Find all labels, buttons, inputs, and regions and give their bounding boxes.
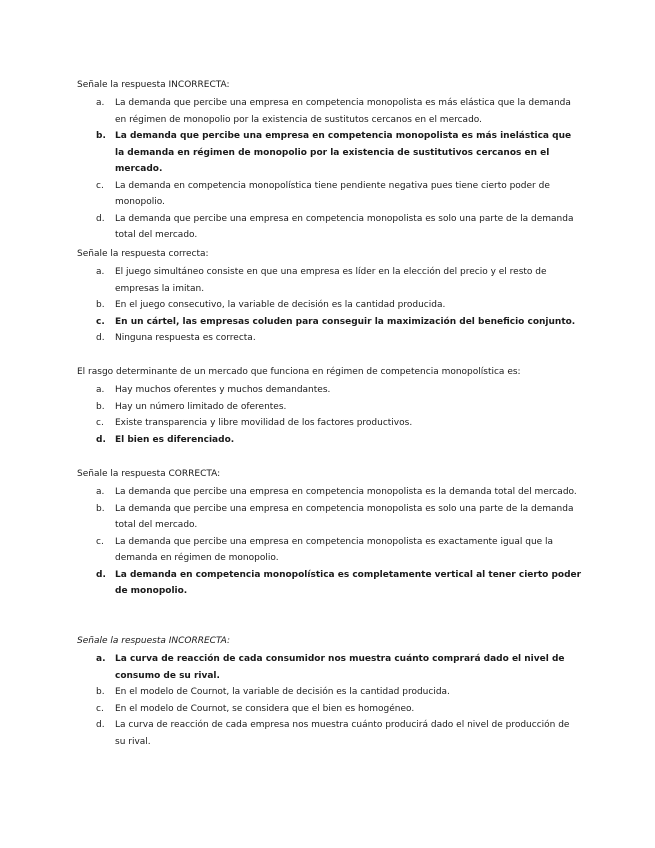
option-text: En el modelo de Cournot, se considera que el bien es homogéneo. (115, 703, 415, 714)
option-c (77, 701, 582, 718)
option-text: En el modelo de Cournot, la variable de decisión es la cantidad producida. (115, 687, 450, 697)
question-4 (77, 467, 582, 600)
option-text: La demanda que percibe una empresa en competencia monopolista es más inelástica que la demanda en régimen de monopolio por la existencia de sustitutivos cercanos en el mercado. (115, 131, 572, 174)
question-title: Señale la respuesta CORRECTA: (77, 469, 221, 479)
option-letter: b. (96, 401, 105, 412)
question-title: Señale la respuesta INCORRECTA: (77, 636, 230, 646)
option-b (77, 501, 582, 534)
option-text: En un cártel, las empresas coluden para conseguir la maximización del beneficio conjunto. (115, 316, 576, 327)
question-title: Señale la respuesta INCORRECTA: (77, 80, 230, 90)
option-letter: c. (96, 418, 104, 428)
option-letter: c. (96, 180, 104, 191)
option-letter: d. (96, 720, 105, 730)
option-b (77, 684, 582, 701)
option-c (77, 178, 582, 211)
option-letter: a. (96, 267, 105, 277)
option-c (77, 415, 582, 432)
option-d (77, 330, 582, 347)
option-letter: c. (96, 536, 104, 547)
option-letter: b. (96, 503, 105, 514)
option-text: El juego simultáneo consiste en que una empresa es líder en la elección del precio y el resto de empresas la imitan. (115, 267, 547, 294)
option-d (77, 432, 582, 449)
option-text: La curva de reacción de cada consumidor nos muestra cuánto comprará dado el nivel de consumo de su rival. (115, 654, 565, 681)
option-d (77, 211, 582, 244)
question-2 (77, 247, 582, 347)
option-letter: a. (96, 385, 105, 395)
option-a (77, 651, 582, 684)
option-b (77, 297, 582, 314)
option-letter: c. (96, 316, 105, 327)
option-letter: d. (96, 434, 106, 445)
option-a (77, 264, 582, 297)
option-text: La demanda que percibe una empresa en competencia monopolista es solo una parte de la demanda total del mercado. (115, 503, 574, 530)
option-a (77, 484, 582, 501)
option-text: La demanda que percibe una empresa en competencia monopolista es la demanda total del mercado. (115, 487, 577, 497)
option-d (77, 567, 582, 600)
option-letter: b. (96, 300, 105, 310)
option-letter: d. (96, 213, 105, 224)
option-d (77, 717, 582, 750)
option-text: Hay muchos oferentes y muchos demandantes. (115, 385, 331, 395)
option-a (77, 382, 582, 399)
question-3 (77, 365, 582, 448)
option-letter: d. (96, 333, 105, 343)
option-b (77, 399, 582, 416)
option-text: Existe transparencia y libre movilidad de los factores productivos. (115, 418, 413, 428)
option-text: La demanda en competencia monopolística es completamente vertical al tener cierto poder de monopolio. (115, 569, 582, 596)
option-c (77, 314, 582, 331)
option-a (77, 95, 582, 128)
option-text: Hay un número limitado de oferentes. (115, 401, 287, 412)
option-text: Ninguna respuesta es correcta. (115, 333, 256, 343)
option-letter: a. (96, 98, 105, 108)
option-letter: c. (96, 703, 104, 714)
option-text: La demanda en competencia monopolística tiene pendiente negativa pues tiene cierto poder de monopolio. (115, 180, 550, 207)
question-5 (77, 634, 582, 750)
option-text: En el juego consecutivo, la variable de decisión es la cantidad producida. (115, 300, 446, 310)
question-title: El rasgo determinante de un mercado que funciona en régimen de competencia monopolística es: (77, 367, 521, 377)
option-letter: d. (96, 569, 106, 580)
question-1 (77, 78, 582, 244)
option-letter: b. (96, 687, 105, 697)
option-c (77, 534, 582, 567)
question-title: Señale la respuesta correcta: (77, 249, 209, 259)
option-text: La curva de reacción de cada empresa nos muestra cuánto producirá dado el nivel de producción de su rival. (115, 720, 570, 747)
option-b (77, 128, 582, 178)
option-text: La demanda que percibe una empresa en competencia monopolista es solo una parte de la demanda total del mercado. (115, 213, 574, 240)
option-letter: a. (96, 487, 105, 497)
option-letter: a. (96, 654, 106, 664)
option-text: El bien es diferenciado. (115, 434, 235, 445)
option-text: La demanda que percibe una empresa en competencia monopolista es más elástica que la demanda en régimen de monopolio por la existencia de sustitutos cercanos en el mercado. (115, 98, 571, 125)
option-letter: b. (96, 131, 106, 141)
option-text: La demanda que percibe una empresa en competencia monopolista es exactamente igual que la demanda en régimen de monopolio. (115, 536, 554, 563)
